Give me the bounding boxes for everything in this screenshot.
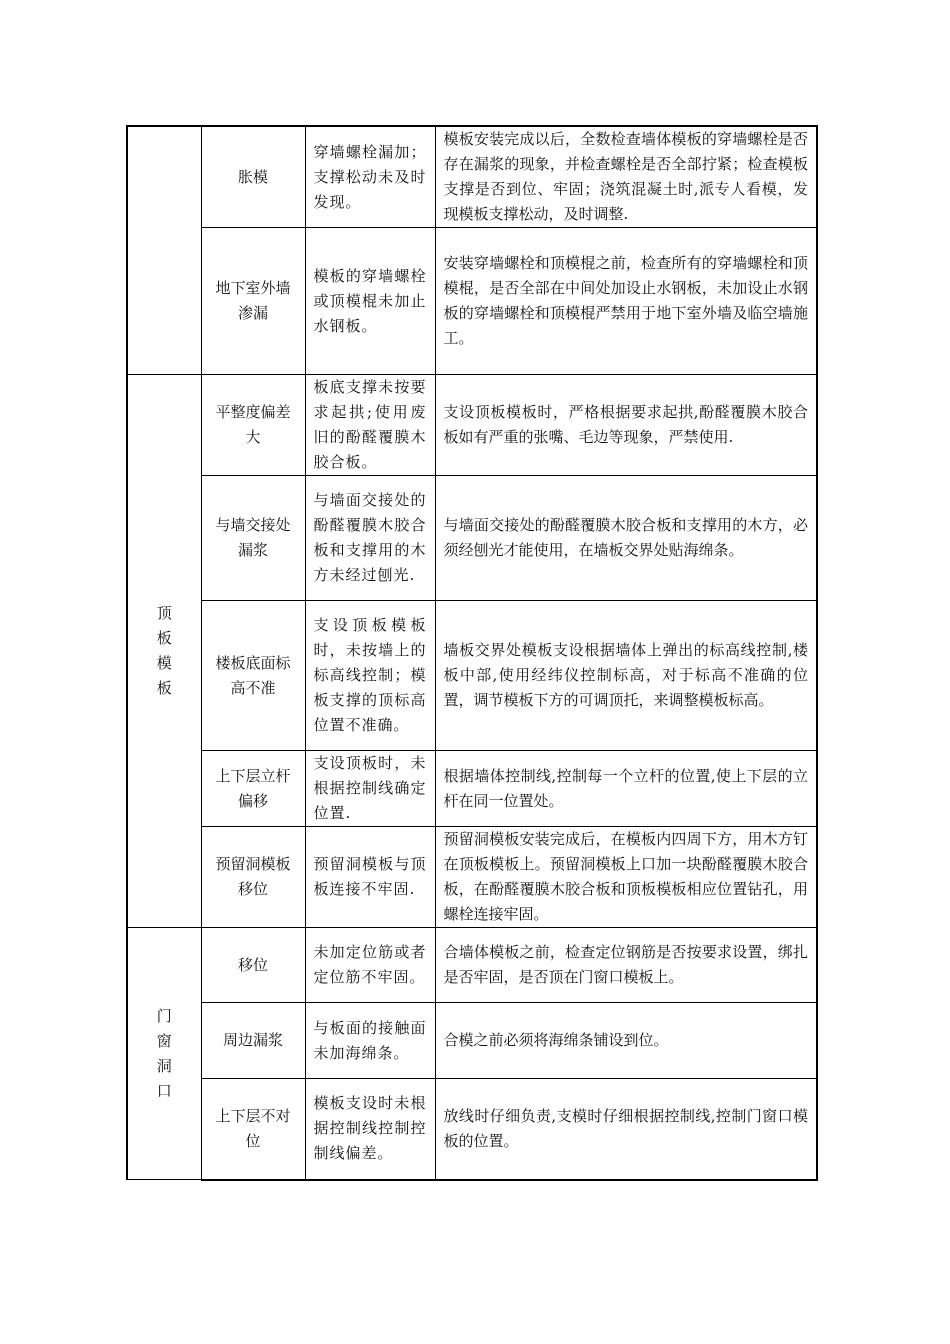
category-cell: [127, 928, 201, 1180]
table-row: [127, 601, 817, 751]
cause-cell: 预留洞模板与顶板连接不牢固.: [305, 827, 435, 928]
table-row: [127, 751, 817, 827]
problem-cell: 平整度偏差大: [201, 375, 305, 476]
cause-cell: 与墙面交接处的酚醛覆膜木胶合板和支撑用的木方未经过刨光.: [305, 476, 435, 601]
category-label: 门窗洞口: [156, 1006, 172, 1100]
measure-cell: 墙板交界处模板支设根据墙体上弹出的标高线控制,楼板中部,使用经纬仪控制标高，对于标高不准确的位置，调节模板下方的可调顶托，来调整模板标高。: [435, 601, 817, 751]
quality-measures-table: [126, 125, 818, 1181]
cause-cell: 模板支设时未根据控制线控制控制线偏差。: [305, 1079, 435, 1180]
table-row: [127, 476, 817, 601]
problem-cell: 地下室外墙渗漏: [201, 228, 305, 375]
table-row: [127, 1003, 817, 1079]
category-label: 顶板模板: [156, 604, 172, 697]
cause-cell: 支设顶板时，未根据控制线确定位置.: [305, 751, 435, 827]
measure-cell: 预留洞模板安装完成后，在模板内四周下方，用木方钉在顶板模板上。预留洞模板上口加一块酚醛覆膜木胶合板，在酚醛覆膜木胶合板和顶板模板相应位置钻孔，用螺栓连接牢固。: [435, 827, 817, 928]
problem-cell: 与墙交接处漏浆: [201, 476, 305, 601]
table-row: [127, 928, 817, 1003]
table-row: [127, 827, 817, 928]
problem-cell: 胀模: [201, 126, 305, 228]
cause-cell: 穿墙螺栓漏加；支撑松动未及时发现。: [305, 126, 435, 228]
measure-cell: 模板安装完成以后，全数检查墙体模板的穿墙螺栓是否存在漏浆的现象，并检查螺栓是否全部拧紧；检查模板支撑是否到位、牢固；浇筑混凝土时,派专人看模，发现模板支撑松动，及时调整.: [435, 126, 817, 228]
problem-cell: 预留洞模板移位: [201, 827, 305, 928]
measure-cell: 安装穿墙螺栓和顶模棍之前，检查所有的穿墙螺栓和顶模棍，是否全部在中间处加设止水钢板，未加设止水钢板的穿墙螺栓和顶模棍严禁用于地下室外墙及临空墙施工。: [435, 228, 817, 375]
category-cell: [127, 375, 201, 928]
problem-cell: 移位: [201, 928, 305, 1003]
problem-cell: 上下层立杆偏移: [201, 751, 305, 827]
measure-cell: 放线时仔细负责,支模时仔细根据控制线,控制门窗口模板的位置。: [435, 1079, 817, 1180]
problem-cell: 周边漏浆: [201, 1003, 305, 1079]
cause-cell: 模板的穿墙螺栓或顶模棍未加止水钢板。: [305, 228, 435, 375]
table-row: [127, 228, 817, 375]
table-row: [127, 375, 817, 476]
table-row: [127, 1079, 817, 1180]
cause-cell: 与板面的接触面未加海绵条。: [305, 1003, 435, 1079]
problem-cell: 上下层不对位: [201, 1079, 305, 1180]
measure-cell: 支设顶板模板时，严格根据要求起拱,酚醛覆膜木胶合板如有严重的张嘴、毛边等现象，严禁使用.: [435, 375, 817, 476]
table-row: [127, 126, 817, 228]
problem-cell: 楼板底面标高不准: [201, 601, 305, 751]
cause-cell: 支设顶板模板时，未按墙上的标高线控制；模板支撑的顶标高位置不准确。: [305, 601, 435, 751]
measure-cell: 与墙面交接处的酚醛覆膜木胶合板和支撑用的木方，必须经刨光才能使用，在墙板交界处贴海绵条。: [435, 476, 817, 601]
cause-cell: 未加定位筋或者定位筋不牢固。: [305, 928, 435, 1003]
measure-cell: 合墙体模板之前，检查定位钢筋是否按要求设置，绑扎是否牢固，是否顶在门窗口模板上。: [435, 928, 817, 1003]
category-cell: [127, 126, 201, 375]
cause-cell: 板底支撑未按要求起拱;使用废旧的酚醛覆膜木胶合板。: [305, 375, 435, 476]
measure-cell: 根据墙体控制线,控制每一个立杆的位置,使上下层的立杆在同一位置处。: [435, 751, 817, 827]
measure-cell: 合模之前必须将海绵条铺设到位。: [435, 1003, 817, 1079]
